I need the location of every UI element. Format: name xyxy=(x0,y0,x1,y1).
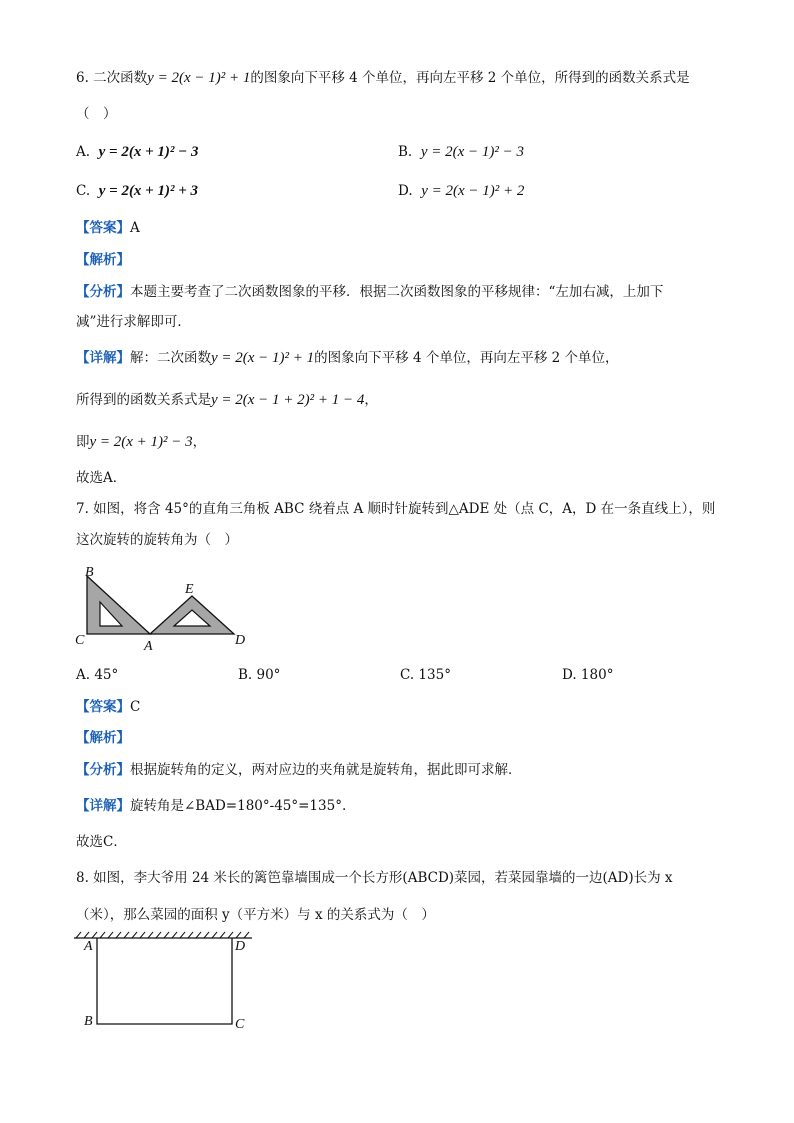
q6-option-b: B. y = 2(x − 1)² − 3 xyxy=(398,144,524,160)
q6-fenxi: 【分析】本题主要考查了二次函数图象的平移．根据二次函数图象的平移规律：“左加右减，上加下 xyxy=(76,284,664,300)
q8-stem: 8. 如图，李大爷用 24 米长的篱笆靠墙围成一个长方形(ABCD)菜园，若菜园靠墙的一边(AD)长为 x xyxy=(76,870,673,886)
q7-option-b: B. 90° xyxy=(238,667,281,683)
fence-rectangle xyxy=(97,938,232,1024)
label-b: B xyxy=(84,1014,93,1029)
q7-detail: 【详解】旋转角是∠BAD=180°-45°=135°. xyxy=(76,798,347,814)
q8-stem-cont: （米），那么菜园的面积 y（平方米）与 x 的关系式为（ ） xyxy=(76,907,435,923)
q7-analysis-heading: 【解析】 xyxy=(76,730,130,746)
label-b: B xyxy=(85,565,94,580)
q6-stem-expression: y = 2(x − 1)² + 1 xyxy=(147,70,251,86)
q6-ji: 即y = 2(x + 1)² − 3， xyxy=(76,434,207,450)
label-c: C xyxy=(235,1017,245,1032)
q7-option-a: A. 45° xyxy=(76,667,119,683)
label-c: C xyxy=(75,633,85,648)
label-e: E xyxy=(185,582,194,597)
q7-answer: 【答案】C xyxy=(76,699,141,715)
q6-fenxi-cont: 减”进行求解即可． xyxy=(76,314,191,330)
q6-stem-suffix: 的图象向下平移 4 个单位，再向左平移 2 个单位，所得到的函数关系式是 xyxy=(250,70,690,86)
q7-rotation-figure xyxy=(70,560,260,655)
q6-analysis-heading: 【解析】 xyxy=(76,252,130,268)
q6-option-d: D. y = 2(x − 1)² + 2 xyxy=(398,183,525,199)
q7-option-d: D. 180° xyxy=(562,667,614,683)
q7-choose: 故选C． xyxy=(76,834,127,850)
label-d: D xyxy=(235,633,246,648)
q7-option-c: C. 135° xyxy=(400,667,451,683)
q6-choose: 故选A． xyxy=(76,470,127,486)
q8-garden-figure xyxy=(72,930,262,1035)
q6-option-a: A. y = 2(x + 1)² − 3 xyxy=(76,144,199,160)
q7-stem-cont: 这次旋转的旋转角为（ ） xyxy=(76,532,238,548)
q6-stem xyxy=(76,68,690,88)
label-a: A xyxy=(84,939,93,954)
label-a: A xyxy=(144,639,153,654)
label-d: D xyxy=(235,939,246,954)
q7-stem: 7. 如图，将含 45°的直角三角板 ABC 绕着点 A 顺时针旋转到△ADE 处（点 C，A，D 在一条直线上），则 xyxy=(76,501,716,517)
q7-fenxi: 【分析】根据旋转角的定义，两对应边的夹角就是旋转角，据此即可求解． xyxy=(76,762,522,778)
q6-answer: 【答案】A xyxy=(76,220,140,236)
q6-result: 所得到的函数关系式是y = 2(x − 1 + 2)² + 1 − 4， xyxy=(76,392,378,408)
wall-hatching xyxy=(76,932,249,938)
q6-detail: 【详解】解：二次函数y = 2(x − 1)² + 1的图象向下平移 4 个单位，再向左平移 2 个单位， xyxy=(76,350,619,366)
q6-paren: （ ） xyxy=(76,106,117,122)
q6-stem-prefix: 6. 二次函数 xyxy=(76,70,148,86)
q6-option-c: C. y = 2(x + 1)² + 3 xyxy=(76,183,199,199)
